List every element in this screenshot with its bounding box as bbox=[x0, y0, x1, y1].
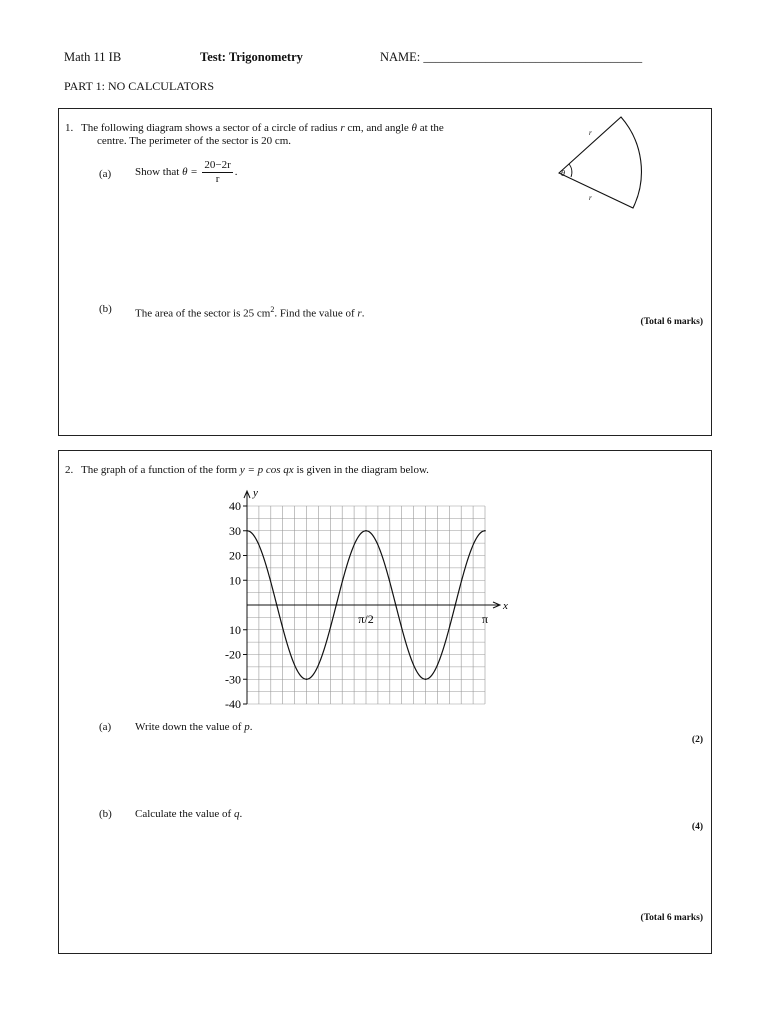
q1a-theta: θ = bbox=[182, 166, 201, 179]
q1-total-marks: (Total 6 marks) bbox=[640, 317, 703, 327]
x-tick-label: π bbox=[481, 612, 489, 626]
q2-total-marks: (Total 6 marks) bbox=[640, 913, 703, 923]
q2a-label: (a) bbox=[99, 721, 112, 733]
x-axis-label: x bbox=[503, 600, 508, 612]
curve-key-point bbox=[425, 678, 427, 680]
q2b-text bbox=[135, 808, 242, 821]
q1b-r: r bbox=[357, 307, 362, 320]
q1a-text bbox=[135, 159, 238, 186]
y-tick-label: -40 bbox=[225, 697, 241, 710]
curve-key-point bbox=[484, 530, 486, 532]
y-tick-label: 10 bbox=[229, 573, 241, 588]
question-1-box bbox=[58, 108, 712, 436]
y-tick-label: -30 bbox=[225, 672, 241, 687]
q1b-text-part: . Find the value of bbox=[274, 307, 358, 320]
q1b-label: (b) bbox=[99, 303, 112, 315]
name-line: ___________________________________ bbox=[423, 50, 643, 64]
curve-key-point bbox=[276, 604, 278, 606]
q1-number: 1. bbox=[65, 122, 74, 134]
q2b-q: q bbox=[233, 808, 240, 820]
q2a-text bbox=[135, 721, 252, 734]
q2b-label: (b) bbox=[99, 808, 112, 820]
q1-r: r bbox=[340, 122, 345, 134]
name-label: NAME: bbox=[380, 50, 424, 64]
q1-text-line2: centre. The perimeter of the sector is 20 cm. bbox=[97, 135, 292, 147]
q2b-marks: (4) bbox=[691, 822, 703, 832]
curve-key-point bbox=[335, 604, 337, 606]
cosine-graph bbox=[210, 482, 520, 710]
q2b-period: . bbox=[239, 808, 243, 820]
q2-text-part: The graph of a function of the form bbox=[81, 464, 240, 476]
q1a-denominator: r bbox=[215, 173, 220, 185]
q2a-marks: (2) bbox=[691, 735, 703, 745]
angle-arc bbox=[569, 164, 572, 177]
q1-text-line1 bbox=[81, 122, 541, 135]
curve-key-point bbox=[246, 530, 248, 532]
curve-key-point bbox=[306, 678, 308, 680]
course-label: Math 11 IB bbox=[64, 50, 122, 64]
name-field bbox=[380, 50, 642, 65]
part-heading: PART 1: NO CALCULATORS bbox=[64, 79, 215, 93]
q2a-text-part: Write down the value of bbox=[135, 721, 245, 733]
theta-label: θ bbox=[561, 169, 565, 178]
y-tick-label: 10 bbox=[229, 622, 241, 637]
q1b-text-part: The area of the sector is 25 cm bbox=[135, 307, 271, 320]
q1a-label: (a) bbox=[99, 168, 112, 180]
q2-text-part: is given in the diagram below. bbox=[293, 464, 429, 476]
radius-label-top: r bbox=[589, 129, 592, 137]
x-tick-label: π/2 bbox=[358, 612, 374, 626]
test-title: Test: Trigonometry bbox=[200, 50, 303, 64]
q1-theta: θ bbox=[411, 122, 417, 134]
q1a-fraction bbox=[202, 159, 232, 186]
q1b-text bbox=[135, 303, 364, 321]
q2-equation: y = p cos qx bbox=[239, 464, 294, 476]
q2-number: 2. bbox=[65, 464, 74, 476]
curve-key-point bbox=[395, 604, 397, 606]
y-axis-label: y bbox=[253, 487, 258, 499]
q1a-period: . bbox=[234, 166, 238, 179]
q2a-p: p bbox=[244, 721, 250, 733]
curve-key-point bbox=[365, 530, 367, 532]
curve-key-point bbox=[454, 604, 456, 606]
y-tick-label: 20 bbox=[229, 548, 241, 563]
q2a-period: . bbox=[249, 721, 253, 733]
y-tick-label: 40 bbox=[229, 499, 241, 513]
q1b-period: . bbox=[361, 307, 365, 320]
y-tick-label: 30 bbox=[229, 523, 241, 538]
q1-text-part: The following diagram shows a sector of a circle of radius bbox=[81, 122, 341, 134]
radius-label-bottom: r bbox=[589, 194, 592, 202]
sector-shape bbox=[559, 117, 641, 208]
q2-text bbox=[81, 464, 429, 477]
q1a-show: Show that bbox=[135, 166, 183, 179]
sector-diagram bbox=[551, 111, 663, 219]
q2b-text-part: Calculate the value of bbox=[135, 808, 234, 820]
q1b-sup: 2 bbox=[270, 305, 275, 314]
q1-text-part: at the bbox=[416, 122, 444, 134]
q1a-numerator: 20−2r bbox=[204, 159, 231, 171]
y-tick-label: -20 bbox=[225, 647, 241, 662]
q1-text-part: cm, and angle bbox=[344, 122, 412, 134]
